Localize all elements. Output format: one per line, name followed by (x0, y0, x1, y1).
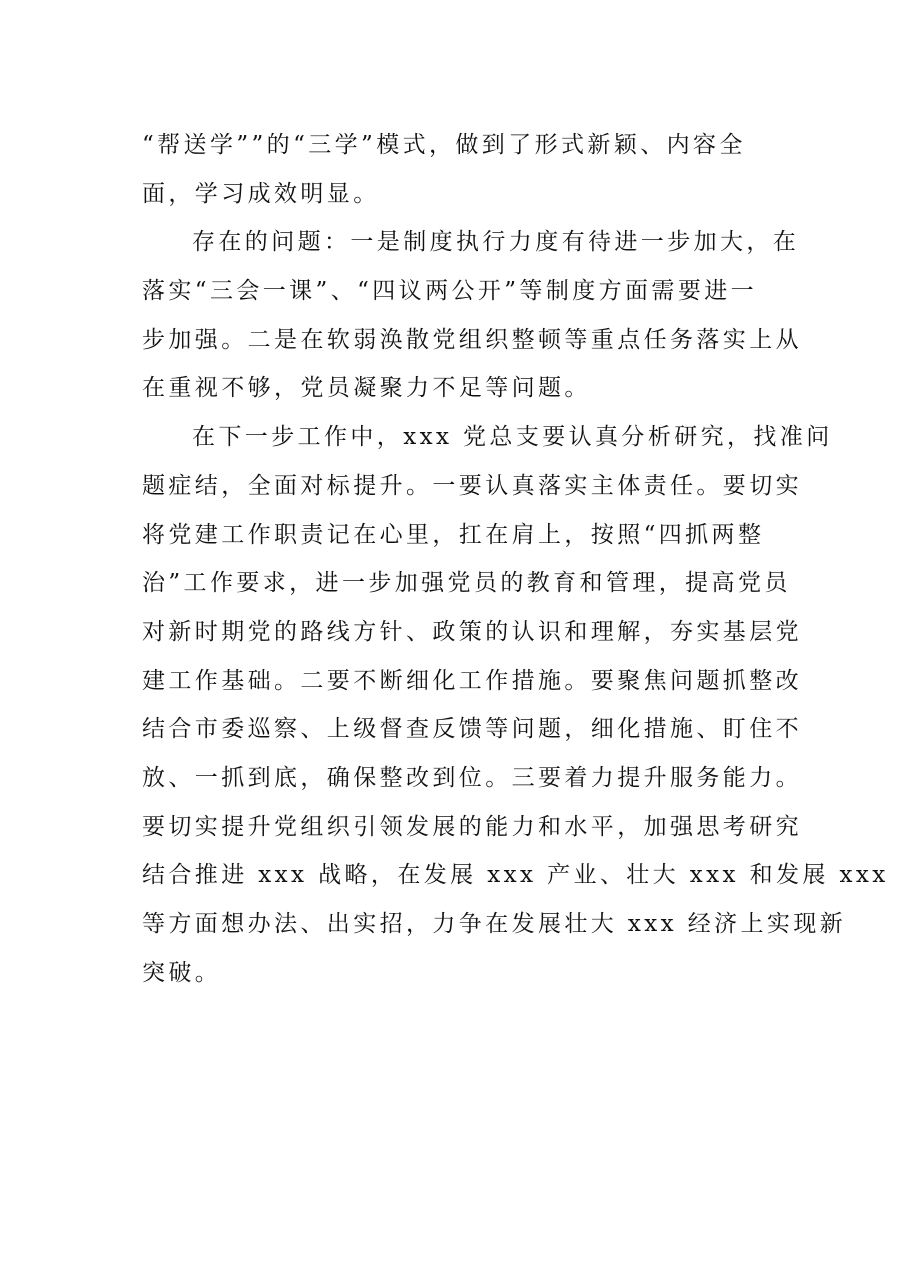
text-line: 落实“三会一课”、“四议两公开”等制度方面需要进一 (142, 278, 758, 305)
text-line: 治”工作要求，进一步加强党员的教育和管理，提高党员 (142, 570, 791, 597)
text-line: 突破。 (142, 959, 222, 986)
paragraph-start-line: 存在的问题：一是制度执行力度有待进一步加大，在 (192, 229, 800, 256)
text-line: 题症结，全面对标提升。一要认真落实主体责任。要切实 (142, 472, 802, 499)
text-line: 对新时期党的路线方针、政策的认识和理解，夯实基层党 (142, 618, 802, 645)
text-line: 放、一抓到底，确保整改到位。三要着力提升服务能力。 (142, 764, 802, 791)
text-line: 将党建工作职责记在心里，扛在肩上，按照“四抓两整 (142, 521, 765, 548)
text-line: 要切实提升党组织引领发展的能力和水平，加强思考研究 (142, 813, 802, 840)
text-line: 面，学习成效明显。 (142, 180, 380, 207)
text-line: 结合推进 xxx 战略，在发展 xxx 产业、壮大 xxx 和发展 xxx (142, 862, 889, 889)
document-body (142, 121, 889, 997)
text-line: 在重视不够，党员凝聚力不足等问题。 (142, 375, 591, 402)
text-line: 建工作基础。二要不断细化工作措施。要聚焦问题抓整改 (142, 667, 802, 694)
text-line: 等方面想办法、出实招，力争在发展壮大 xxx 经济上实现新 (142, 911, 847, 937)
text-line: 结合市委巡察、上级督查反馈等问题，细化措施、盯住不 (142, 716, 802, 743)
paragraph-start-line: 在下一步工作中，xxx 党总支要认真分析研究，找准问 (192, 424, 833, 451)
text-line: “帮送学””的“三学”模式，做到了形式新颖、内容全 (142, 132, 746, 158)
text-line: 步加强。二是在软弱涣散党组织整顿等重点任务落实上从 (142, 326, 802, 353)
